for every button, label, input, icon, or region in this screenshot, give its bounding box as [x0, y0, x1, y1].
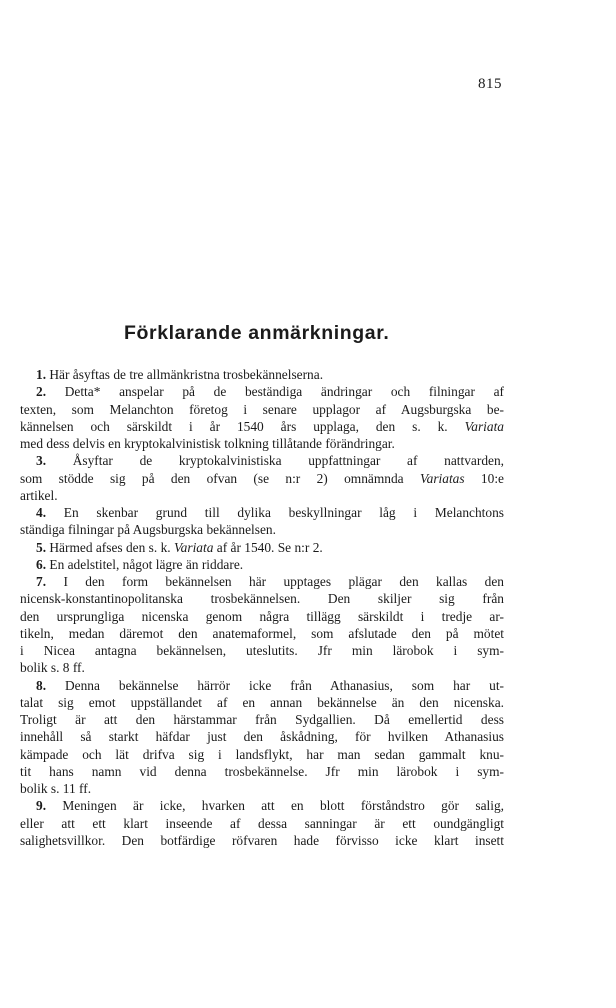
- note-line: 4. En skenbar grund till dylika beskyllningar låg i Melanchtons: [36, 505, 504, 520]
- note-line: 8. Denna bekännelse härrör icke från Athanasius, som har ut-: [36, 677, 504, 693]
- note-number: 8.: [36, 677, 65, 693]
- note-line: 2. Detta* anspelar på de beständiga ändringar och filningar af: [36, 384, 504, 400]
- notes-list: [20, 366, 504, 849]
- note-line: bolik s. 8 ff.: [20, 660, 85, 676]
- note-line: med dess delvis en kryptokalvinistisk tolkning tillåtande förändringar.: [20, 436, 395, 451]
- note-line: i Nicea antagna bekännelsen, uteslutits. Jfr min lärobok i sym-: [20, 643, 504, 658]
- note-line: 5. Härmed afses den s. k. Variata af år 1540. Se n:r 2.: [36, 539, 323, 555]
- note-line: ständiga filningar på Augsburgska bekännelsen.: [20, 522, 276, 538]
- note-line: 6. En adelstitel, något lägre än riddare.: [36, 556, 244, 572]
- note-number: 7.: [36, 574, 64, 589]
- note-line: 3. Åsyftar de kryptokalvinistiska uppfattningar af nattvarden,: [36, 453, 504, 469]
- italic-title: Variata: [464, 418, 504, 434]
- note-number: 6.: [36, 556, 50, 572]
- note-9: [20, 797, 504, 849]
- note-8: [20, 677, 504, 798]
- note-line: texten, som Melanchton företog i senare upplagor af Augsburgska be-: [20, 401, 504, 417]
- note-4: [20, 504, 504, 539]
- note-line: eller att ett klart inseende af dessa sanningar är ett oundgängligt: [20, 815, 504, 831]
- note-2: [20, 383, 504, 452]
- italic-title: Variatas: [419, 470, 465, 486]
- note-line: talat sig emot uppställandet af en annan bekännelse än den nicenska.: [20, 694, 504, 710]
- note-number: 5.: [36, 539, 50, 555]
- note-line: tikeln, medan däremot den anatemaformel, som afslutade den på mötet: [20, 625, 504, 641]
- note-line: som stödde sig på den ofvan (se n:r 2) omnämnda Variatas 10:e: [20, 470, 504, 486]
- section-heading: Förklarande anmärkningar.: [124, 322, 390, 344]
- note-number: 2.: [36, 384, 65, 400]
- note-line: kännelsen och särskildt i år 1540 års upplaga, den s. k. Variata: [20, 418, 504, 434]
- note-line: innehåll så starkt häfdar just den åskådning, för hvilken Athanasius: [20, 729, 504, 745]
- note-5: [20, 539, 504, 556]
- note-6: [20, 556, 504, 573]
- note-number: 9.: [36, 798, 63, 814]
- note-7: [20, 573, 504, 677]
- note-line: tit hans namn vid denna trosbekännelse. Jfr min lärobok i sym-: [20, 763, 504, 779]
- note-line: nicensk-konstantinopolitanska trosbekännelsen. Den skiljer sig från: [20, 591, 504, 607]
- note-line: bolik s. 11 ff.: [20, 781, 92, 796]
- italic-title: Variata: [173, 539, 214, 555]
- note-number: 4.: [36, 505, 64, 520]
- page-number: 815: [478, 76, 502, 92]
- note-line: salighetsvillkor. Den botfärdige röfvaren hade förvisso icke klart insett: [20, 832, 504, 848]
- note-1: [20, 366, 504, 383]
- note-number: 3.: [36, 453, 73, 469]
- note-3: [20, 452, 504, 504]
- note-number: 1.: [36, 367, 50, 382]
- note-line: 1. Här åsyftas de tre allmänkristna trosbekännelserna.: [36, 367, 324, 382]
- note-line: artikel.: [20, 487, 58, 503]
- note-line: Troligt är att den härstammar från Sydgallien. Då emellertid dess: [20, 712, 504, 727]
- note-line: 9. Meningen är icke, hvarken att en blott förståndstro gör salig,: [36, 798, 504, 814]
- note-line: 7. I den form bekännelsen här upptages plägar den kallas den: [36, 574, 504, 589]
- note-line: den ursprungliga nicenska genom några tillägg särskildt i tredje ar-: [20, 608, 504, 624]
- note-line: kämpade och lät drifva sig i landsflykt, har man sedan gammalt knu-: [20, 746, 504, 762]
